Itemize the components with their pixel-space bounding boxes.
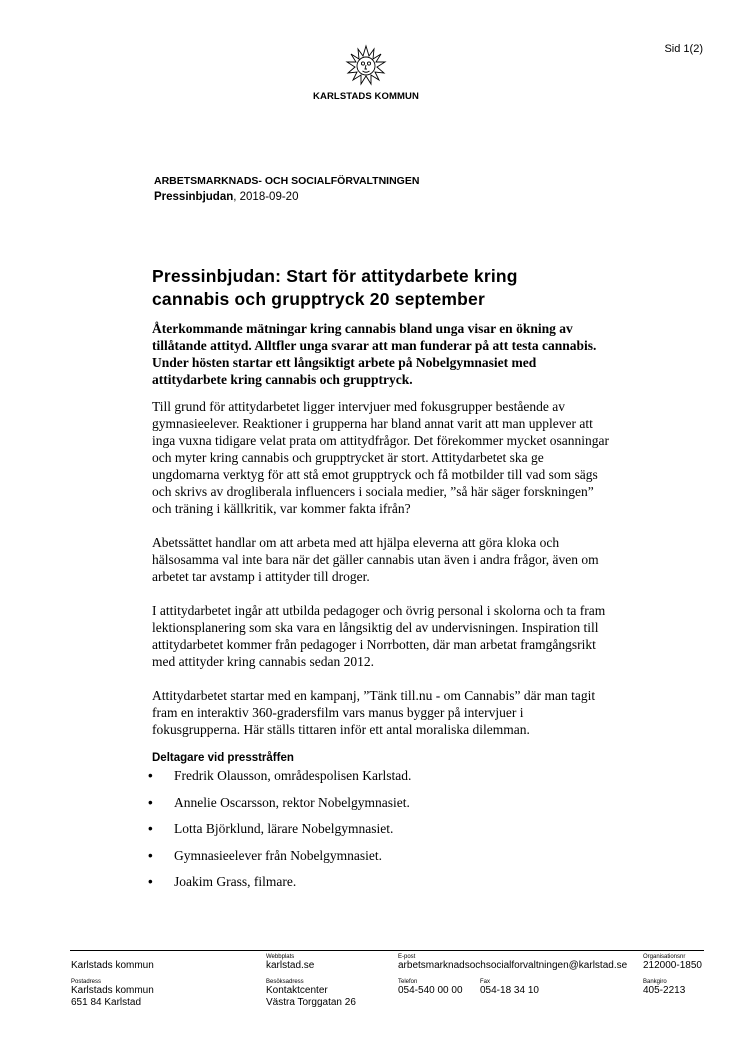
document-date: , 2018-09-20 xyxy=(233,191,299,203)
list-item: • Gymnasieelever från Nobelgymnasiet. xyxy=(172,847,614,864)
footer-web-link[interactable]: karlstad.se xyxy=(266,960,315,971)
footer-visit-line1: Kontaktcenter xyxy=(266,985,328,996)
footer-bank-label: Bankgiro xyxy=(643,979,667,985)
footer-email-label: E-post xyxy=(398,954,416,960)
footer-fax-label: Fax xyxy=(480,979,491,985)
footer-postal-line1: Karlstads kommun xyxy=(71,985,154,996)
participants-heading: Deltagare vid presstråffen xyxy=(152,752,294,764)
department-name: ARBETSMARKNADS- OCH SOCIALFÖRVALTNINGEN xyxy=(154,175,420,187)
footer-orgnr-label: Organisationsnr xyxy=(643,954,686,960)
document-type-line xyxy=(154,191,298,203)
footer-phone-label: Telefon xyxy=(398,979,418,985)
footer-divider xyxy=(70,950,704,951)
title-line-1: Pressinbjudan: Start för attitydarbete kring xyxy=(152,266,518,286)
document-type: Pressinbjudan xyxy=(154,191,234,203)
footer-org xyxy=(71,954,154,972)
body-paragraph: Abetssättet handlar om att arbeta med att hjälpa eleverna att göra kloka och hälsosamma val inte bara när det gäller cannabis utan även i andra frågor, även om arbetet tar avstamp i attityder till droger. xyxy=(152,535,599,584)
list-item: • Annelie Oscarsson, rektor Nobelgymnasiet. xyxy=(172,794,614,811)
footer-phone-value: 054-540 00 00 xyxy=(398,985,463,996)
footer-orgnr-value: 212000-1850 xyxy=(643,960,702,971)
document-title xyxy=(152,265,614,311)
list-item: • Fredrik Olausson, områdespolisen Karlstad. xyxy=(172,767,614,784)
list-item: • Joakim Grass, filmare. xyxy=(172,873,614,890)
footer-org-name: Karlstads kommun xyxy=(71,960,154,971)
footer-email-link[interactable]: arbetsmarknadsochsocialforvaltningen@karlstad.se xyxy=(398,960,628,971)
footer-bank xyxy=(643,979,685,997)
body-paragraph: Till grund för attitydarbetet ligger intervjuer med fokusgrupper bestående av gymnasieelever. Reaktioner i grupperna har bland annat varit att man upplever att inga vuxna tidigare velat prata om attitydfrågor. Det förekommer mycket osanningar och myter kring cannabis och grupptrycket är stort. Attitydarbetet ska ge ungdomarna verktyg för att stå emot grupptryck och få motbilder till vad som sägs och skrivs av drogliberala influencers i sociala medier, ”så här säger forskningen” och träning i källkritik, var kommer fakta ifrån? xyxy=(152,399,609,516)
footer-postal xyxy=(71,979,154,1009)
body-paragraph: Attitydarbetet startar med en kampanj, ”Tänk till.nu - om Cannabis” där man tagit fram en interaktiv 360-gradersfilm vars manus bygger på intervjuer i fokusgrupperna. Här ställs tittaren inför ett antal moraliska dilemman. xyxy=(152,688,596,737)
page-number: Sid 1(2) xyxy=(664,43,703,55)
footer-orgnr xyxy=(643,954,702,972)
footer-postal-line2: 651 84 Karlstad xyxy=(71,997,142,1008)
footer-bank-value: 405-2213 xyxy=(643,985,686,996)
footer-web xyxy=(266,954,314,972)
participants-list xyxy=(152,767,614,890)
footer-fax xyxy=(480,979,539,997)
logo-wordmark: KARLSTADS KOMMUN xyxy=(313,91,419,102)
footer-web-label: Webbplats xyxy=(266,954,295,960)
lead-paragraph: Återkommande mätningar kring cannabis bland unga visar en ökning av tillåtande attityd. Alltfler unga svarar att man funderar på att testa cannabis. Under hösten startar ett långsiktigt arbete på Nobelgymnasiet med attitydarbete kring cannabis och grupptryck. xyxy=(152,321,597,387)
karlstad-logo xyxy=(300,44,432,102)
footer-email xyxy=(398,954,627,972)
footer-phone xyxy=(398,979,463,997)
footer-fax-value: 054-18 34 10 xyxy=(480,985,539,996)
sun-face-icon xyxy=(344,44,388,88)
footer-visit-line2: Västra Torggatan 26 xyxy=(266,997,356,1008)
list-item: • Lotta Björklund, lärare Nobelgymnasiet. xyxy=(172,820,614,837)
footer-visit-label: Besöksadress xyxy=(266,979,304,985)
footer-postal-label: Postadress xyxy=(71,979,102,985)
title-line-2: cannabis och grupptryck 20 september xyxy=(152,289,486,309)
footer-visit xyxy=(266,979,356,1009)
body-paragraph: I attitydarbetet ingår att utbilda pedagoger och övrig personal i skolorna och ta fram lektionsplanering som ska vara en långsiktig del av undervisningen. Inspiration till attitydarbetet kommer från pedagoger i Norrbotten, där man arbetat framgångsrikt med attityder kring cannabis sedan 2012. xyxy=(152,603,606,669)
